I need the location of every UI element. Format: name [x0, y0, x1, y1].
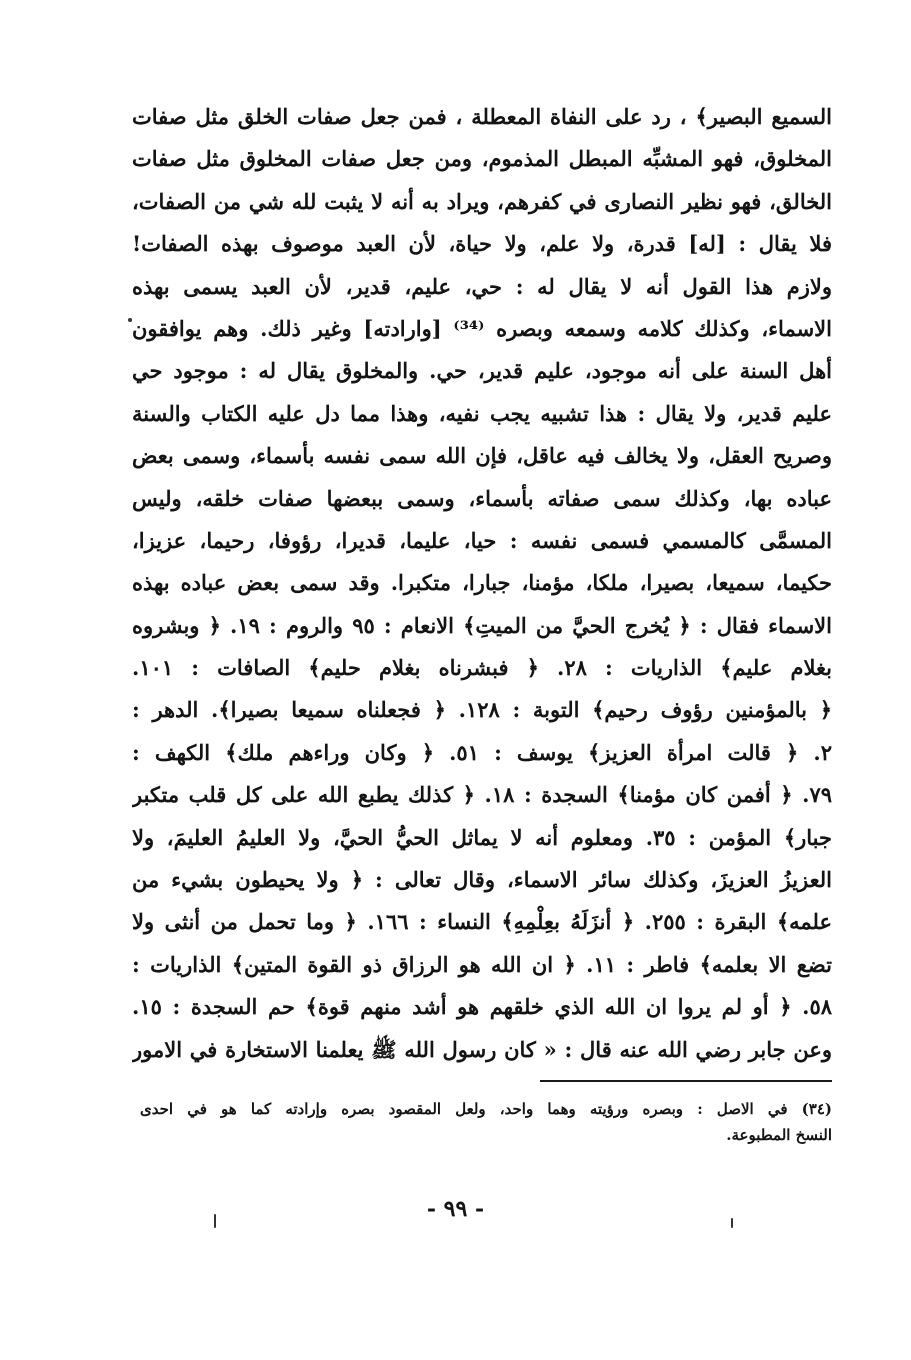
text-line: عليم قدير، ولا يقال : هذا تشبيه يجب نفيه، وهذا مما دل عليه الكتاب والسنة [132, 400, 832, 426]
text-line: الاسماء، وكذلك كلامه وسمعه وبصره ⁽³⁴⁾ [وارادته] وغير ذلك. وهم يوافقون [132, 315, 832, 341]
footnote-separator [540, 1080, 832, 1082]
text-line: بغلام عليم﴾ الذاريات : ٢٨. ﴿ فبشرناه بغلام حليم﴾ الصافات : ١٠١. [132, 655, 832, 681]
text-line: السميع البصير﴾ ، رد على النفاة المعطلة ، فمن جعل صفات الخلق مثل صفات [132, 104, 832, 129]
footnote-line: النسخ المطبوعة. [726, 1126, 832, 1144]
text-line: وعن جابر رضي الله عنه قال : « كان رسول الله ﷺ يعلمنا الاستخارة في الامور [132, 1036, 832, 1062]
main-text-block [132, 96, 832, 1071]
scan-speck [731, 1218, 733, 1228]
text-line: فلا يقال : [له] قدرة، ولا علم، ولا حياة، لأن العبد موصوف بهذه الصفات! [132, 231, 832, 257]
text-line: تضع الا بعلمه﴾ فاطر : ١١. ﴿ ان الله هو الرزاق ذو القوة المتين﴾ الذاريات : [132, 951, 832, 977]
text-line: المخلوق، فهو المشبِّه المبطل المذموم، ومن جعل صفات المخلوق مثل صفات [132, 146, 832, 172]
text-line: المسمَّى كالمسمي فسمى نفسه : حيا، عليما، قديرا، رؤوفا، رحيما، عزيزا، [132, 527, 832, 553]
text-line: الاسماء فقال : ﴿ يُخرج الحيَّ من الميتِ﴾ الانعام : ٩٥ والروم : ١٩. ﴿ وبشروه [132, 612, 832, 638]
scan-speck [128, 318, 132, 322]
text-line: أهل السنة على أنه موجود، عليم قدير، حي. والمخلوق يقال له : موجود حي [132, 358, 832, 384]
text-line: ٥٨. ﴿ أو لم يروا ان الله الذي خلقهم هو أشد منهم قوة﴾ حم السجدة : ١٥. [132, 994, 832, 1020]
text-line: حكيما، سميعا، بصيرا، ملكا، مؤمنا، جبارا، متكبرا. وقد سمى بعض عباده بهذه [132, 570, 832, 596]
text-line: جبار﴾ المؤمن : ٣٥. ومعلوم أنه لا يماثل الحيُّ الحيَّ، ولا العليمُ العليمَ، ولا [132, 824, 832, 850]
scan-speck [214, 1214, 216, 1228]
text-line: عباده بها، وكذلك سمى صفاته بأسماء، وسمى ببعضها صفات خلقه، وليس [132, 485, 832, 511]
text-line: ﴿ بالمؤمنين رؤوف رحيم﴾ التوبة : ١٢٨. ﴿ فجعلناه سميعا بصيرا﴾. الدهر : [132, 697, 832, 723]
footnote-line: (٣٤) في الاصل : وبصره ورؤيته وهما واحد، ولعل المقصود بصره وإرادته كما هو في احدى [140, 1100, 832, 1118]
text-line: ولازم هذا القول أنه لا يقال له : حي، عليم، قدير، لأن العبد يسمى بهذه [132, 273, 832, 299]
text-line: ٧٩. ﴿ أفمن كان مؤمنا﴾ السجدة : ١٨. ﴿ كذلك يطبع الله على كل قلب متكبر [132, 782, 832, 808]
text-line: الخالق، فهو نظير النصارى في كفرهم، ويراد به أنه لا يثبت لله شي من الصفات، [132, 188, 832, 214]
footnote [140, 1096, 832, 1148]
page-number: - ٩٩ - [426, 1196, 485, 1222]
text-line: ٢. ﴿ قالت امرأة العزيز﴾ يوسف : ٥١. ﴿ وكان وراءهم ملك﴾ الكهف : [132, 739, 832, 765]
text-line: علمه﴾ البقرة : ٢٥٥. ﴿ أنزَلَهُ بعِلْمِهِ﴾ النساء : ١٦٦. ﴿ وما تحمل من أنثى ولا [132, 909, 832, 935]
text-line: وصريح العقل، ولا يخالف فيه عاقل، فإن الله سمى نفسه بأسماء، وسمى بعض [132, 443, 832, 469]
text-line: العزيزُ العزيزَ، وكذلك سائر الاسماء، وقال تعالى : ﴿ ولا يحيطون بشيء من [132, 867, 832, 893]
